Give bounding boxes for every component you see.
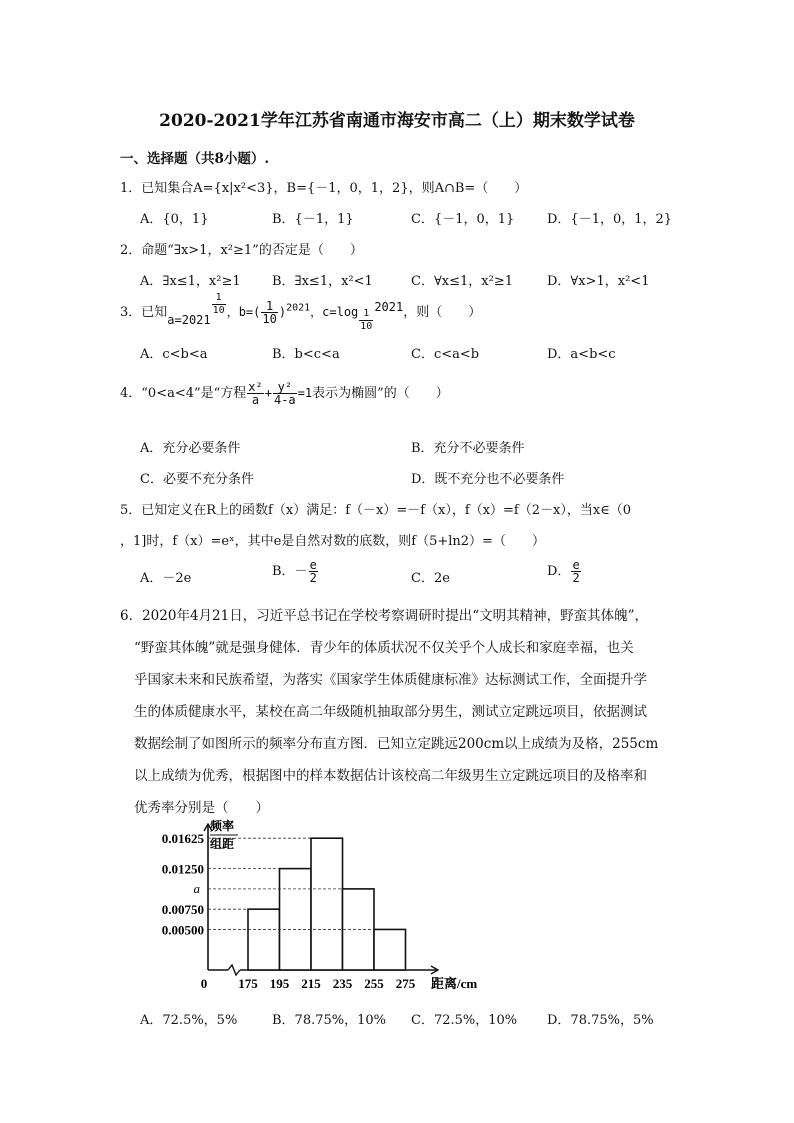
q3-a-label: a=2021 — [167, 313, 211, 327]
histogram-bar — [248, 909, 280, 970]
x-tick-label: 195 — [269, 976, 290, 991]
q3-b-fraction: $\frac{1}{10}$ — [262, 299, 277, 326]
question-6-option-a: A．72.5%，5% — [140, 1013, 238, 1028]
question-4-option-d: D．既不充分也不必要条件 — [411, 472, 565, 487]
q3-c-base: $\frac{1}{10}$ — [360, 308, 373, 332]
y-tick-label: 0.00500 — [161, 922, 204, 938]
x-tick-label: 275 — [395, 976, 416, 991]
q4-prefix: 4．“0<a<4”是“方程 — [120, 386, 247, 401]
q4-plus: + — [264, 386, 272, 400]
question-6-option-c: C．72.5%，10% — [411, 1013, 518, 1028]
q3-b-exponent: 2021 — [286, 302, 311, 314]
question-4-option-c: C．必要不充分条件 — [140, 472, 254, 487]
question-5-option-d — [547, 559, 582, 584]
question-2-option-c: C．∀x≤1，x²≥1 — [411, 274, 513, 289]
question-5-line-1: 5．已知定义在R上的函数f（x）满足：f（－x）=－f（x），f（x）=f（2－x），当x∈（0 — [120, 503, 632, 518]
question-5-option-b — [272, 559, 319, 584]
q5-option-d-prefix: D． — [547, 564, 571, 579]
question-5-option-c: C．2e — [411, 571, 450, 586]
question-4-option-b: B．充分不必要条件 — [411, 441, 525, 456]
question-6-line-7: 优秀率分别是（ ） — [134, 800, 269, 816]
x-axis-break — [228, 965, 240, 975]
question-1-option-d: D．{－1，0，1，2} — [547, 212, 673, 227]
question-2-option-a: A．∃x≤1，x²≥1 — [140, 274, 241, 289]
section-heading: 一、选择题（共8小题）. — [120, 151, 270, 167]
question-3-option-c: C．c<a<b — [411, 347, 480, 362]
page-title: 2020-2021学年江苏省南通市海安市高二（上）期末数学试卷 — [159, 111, 635, 131]
question-6-line-5: 数据绘制了如图所示的频率分布直方图．已知立定跳远200cm以上成绩为及格，255cm — [134, 736, 659, 752]
question-6-line-3: 乎国家未来和民族希望，为落实《国家学生体质健康标准》达标测试工作，全面提升学 — [134, 672, 647, 688]
q4-fraction-x: $\frac{\text{x²}}{a}$ — [248, 380, 263, 407]
x-tick-label: 175 — [238, 976, 258, 991]
frequency-histogram — [120, 812, 520, 1002]
q5-option-b-prefix: B．－ — [272, 564, 308, 579]
question-2-stem: 2．命题“∃x>1，x²≥1”的否定是（ ） — [120, 243, 363, 258]
q3-c-label: ，c=log — [310, 305, 359, 319]
x-tick-label: 235 — [332, 976, 353, 991]
question-6-line-1: 6．2020年4月21日，习近平总书记在学校考察调研时提出“文明其精神，野蛮其体魄”， — [120, 608, 649, 624]
q4-equals: =1 — [297, 386, 313, 400]
y-tick-label-a: a — [193, 880, 200, 896]
question-3-option-d: D．a<b<c — [547, 347, 616, 362]
histogram-bar — [311, 838, 343, 970]
q4-fraction-y: $\frac{\text{y²}}{4-a}$ — [273, 380, 296, 407]
question-5-line-2: ，1]时，f（x）=eˣ，其中e是自然对数的底数，则f（5+ln2）=（ ） — [120, 534, 545, 549]
question-1-option-c: C．{－1，0，1} — [411, 212, 515, 227]
histogram-bar — [374, 929, 406, 970]
q3-a-exponent: $\frac{1}{10}$ — [212, 292, 225, 316]
question-3-option-a: A．c<b<a — [140, 347, 208, 362]
y-tick-label: 0.01625 — [161, 831, 204, 847]
question-6-option-d: D．78.75%，5% — [547, 1013, 654, 1028]
x-tick-label: 215 — [301, 976, 321, 991]
y-tick-label: 0.00750 — [161, 902, 204, 918]
question-4-stem — [120, 381, 449, 406]
question-6-option-b: B．78.75%，10% — [272, 1013, 387, 1028]
q3-b-label: ，b=( — [226, 305, 261, 319]
y-axis-label-top: 频率 — [210, 819, 235, 833]
question-2-option-d: D．∀x>1，x²<1 — [547, 274, 650, 289]
question-1-stem: 1．已知集合A={x|x²<3}，B={－1，0，1，2}，则A∩B=（ ） — [120, 181, 528, 196]
x-tick-label: 255 — [364, 976, 384, 991]
question-3-option-b: B．b<c<a — [272, 347, 340, 362]
q5-option-d-fraction: $\frac{e}{2}$ — [572, 558, 580, 585]
q4-suffix: 表示为椭圆”的（ ） — [312, 386, 449, 401]
y-tick-label: 0.01250 — [161, 861, 204, 877]
question-6-line-2: “野蛮其体魄”就是强身健体．青少年的体质状况不仅关乎个人成长和家庭幸福，也关 — [134, 640, 634, 656]
question-6-line-6: 以上成绩为优秀，根据图中的样本数据估计该校高二年级男生立定跳远项目的及格率和 — [134, 768, 647, 784]
question-5-option-a: A．－2e — [140, 571, 192, 586]
histogram-bar — [280, 869, 312, 970]
origin-label: 0 — [200, 976, 208, 991]
question-2-option-b: B．∃x≤1，x²<1 — [272, 274, 373, 289]
question-6-line-4: 生的体质健康水平，某校在高二年级随机抽取部分男生，测试立定跳远项目，依据测试 — [134, 704, 647, 720]
q3-prefix: 3．已知 — [120, 305, 168, 320]
y-axis-label-bottom: 组距 — [210, 837, 235, 851]
question-1-option-b: B．{－1，1} — [272, 212, 354, 227]
question-4-option-a: A．充分必要条件 — [140, 441, 241, 456]
q3-suffix: ，则（ ） — [403, 305, 482, 320]
x-axis-label: 距离/cm — [431, 976, 478, 991]
q3-c-argument: 2021 — [374, 300, 404, 314]
q5-option-b-fraction: $\frac{e}{2}$ — [309, 558, 317, 585]
question-3-stem — [120, 292, 482, 332]
q3-b-tail: ) — [278, 305, 287, 319]
question-1-option-a: A．{0，1} — [140, 212, 209, 227]
